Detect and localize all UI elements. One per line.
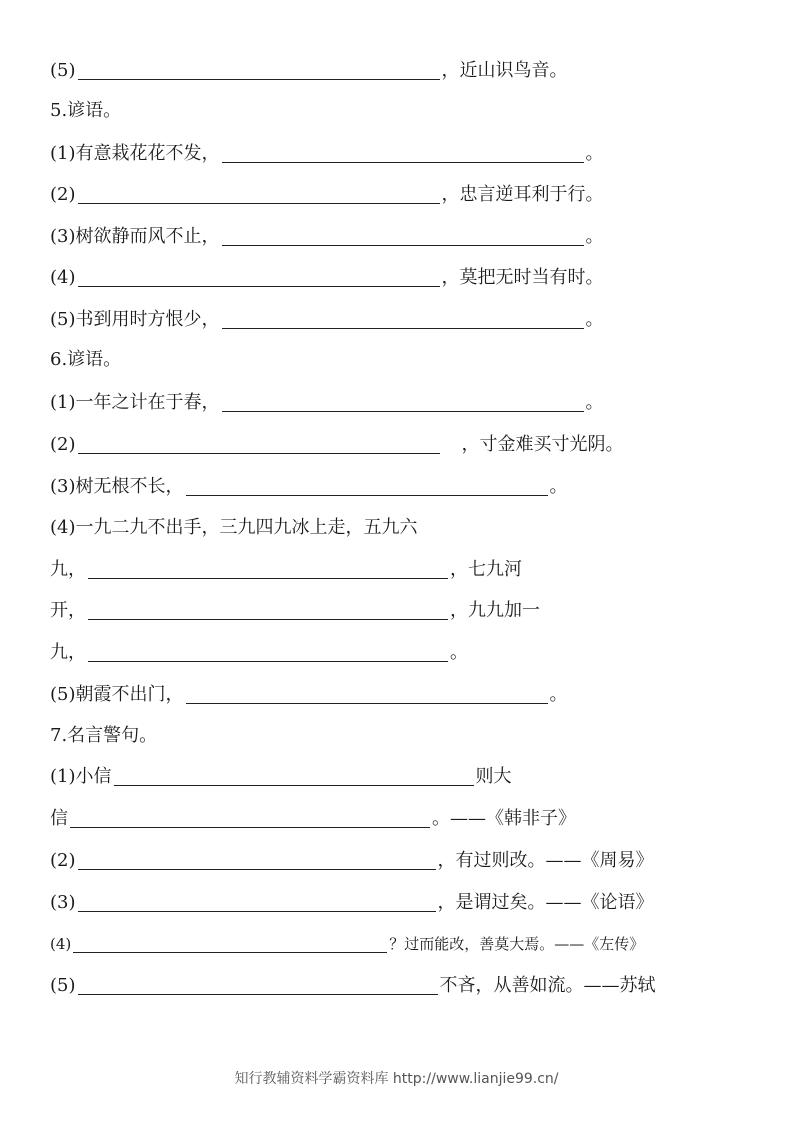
answer-blank[interactable] — [88, 597, 448, 620]
answer-blank[interactable] — [222, 306, 584, 329]
item-prefix: 开， — [50, 600, 86, 621]
item-suffix: 。 — [549, 684, 568, 705]
item-suffix: 不吝，从善如流。——苏轼 — [439, 975, 656, 996]
item-prefix: (3)树欲静而风不止， — [50, 226, 220, 247]
item-suffix: ，九九加一 — [450, 600, 540, 621]
item-suffix: 。 — [585, 309, 604, 330]
item-6-5-proverb — [50, 678, 568, 708]
item-7-1-line2 — [50, 802, 576, 832]
item-prefix: (1)一年之计在于春， — [50, 392, 220, 413]
item-6-4-line4 — [50, 636, 468, 666]
answer-blank[interactable] — [78, 972, 438, 995]
answer-blank[interactable] — [186, 681, 548, 704]
item-prefix: (2) — [50, 850, 76, 871]
item-5-3-proverb — [50, 220, 604, 250]
answer-blank[interactable] — [78, 57, 440, 80]
item-prefix: (5)书到用时方恨少， — [50, 309, 220, 330]
item-5-2-proverb — [50, 178, 604, 208]
item-prefix: (2) — [50, 434, 76, 455]
item-suffix: ？过而能改，善莫大焉。——《左传》 — [389, 935, 645, 953]
item-prefix: 九， — [50, 559, 86, 580]
answer-blank[interactable] — [114, 763, 474, 786]
item-suffix: ，莫把无时当有时。 — [441, 267, 604, 288]
answer-blank[interactable] — [222, 140, 584, 163]
item-6-3-proverb — [50, 470, 568, 500]
item-suffix: ，忠言逆耳利于行。 — [441, 184, 604, 205]
answer-blank[interactable] — [88, 556, 448, 579]
section-6-heading — [50, 343, 121, 373]
item-7-3-quote — [50, 886, 654, 916]
item-5-4-proverb — [50, 261, 604, 291]
item-6-4-line3 — [50, 594, 540, 624]
item-7-1-quote — [50, 760, 512, 790]
item-suffix: 。——《韩非子》 — [432, 808, 576, 829]
item-suffix: 。 — [585, 226, 604, 247]
section-title: 7.名言警句。 — [50, 725, 158, 746]
item-suffix: ，寸金难买寸光阴。 — [461, 434, 624, 455]
item-suffix: ，七九河 — [450, 559, 522, 580]
item-suffix: 。 — [585, 143, 604, 164]
item-prefix: (3) — [50, 892, 76, 913]
answer-blank[interactable] — [222, 389, 584, 412]
item-prefix: (3)树无根不长， — [50, 476, 184, 497]
section-title: 6.谚语。 — [50, 349, 122, 370]
answer-blank[interactable] — [70, 805, 430, 828]
answer-blank[interactable] — [78, 889, 436, 912]
item-suffix: 。 — [549, 476, 568, 497]
item-suffix: ，是谓过矣。——《论语》 — [437, 892, 654, 913]
item-prefix: (4)一九二九不出手，三九四九冰上走，五九六 — [50, 517, 418, 538]
item-5-5 — [50, 54, 568, 84]
item-suffix: ，近山识鸟音。 — [441, 60, 568, 81]
item-suffix: ，有过则改。——《周易》 — [437, 850, 654, 871]
item-7-5-quote — [50, 969, 656, 999]
item-prefix: (1)有意栽花花不发， — [50, 143, 220, 164]
answer-blank[interactable] — [73, 930, 387, 953]
item-prefix: (4) — [50, 935, 72, 953]
section-5-heading — [50, 94, 121, 124]
answer-blank[interactable] — [78, 264, 440, 287]
item-6-4-line2 — [50, 553, 522, 583]
footer-watermark: 知行教辅资料学霸资料库 http://www.lianjie99.cn/ — [234, 1071, 559, 1087]
item-prefix: (2) — [50, 184, 76, 205]
item-suffix: 则大 — [475, 766, 512, 787]
item-7-2-quote — [50, 844, 654, 874]
item-5-5-proverb — [50, 303, 604, 333]
item-6-1-proverb — [50, 386, 604, 416]
item-6-4-proverb — [50, 511, 418, 541]
answer-blank[interactable] — [88, 639, 448, 662]
item-prefix: (5) — [50, 60, 76, 81]
section-title: 5.谚语。 — [50, 100, 122, 121]
item-7-4-quote — [50, 927, 644, 957]
item-suffix: 。 — [450, 642, 468, 663]
item-prefix: (4) — [50, 267, 76, 288]
answer-blank[interactable] — [186, 473, 548, 496]
answer-blank[interactable] — [78, 847, 436, 870]
section-7-heading — [50, 719, 157, 749]
answer-blank[interactable] — [78, 431, 440, 454]
item-prefix: 信 — [50, 808, 68, 829]
item-prefix: (5)朝霞不出门， — [50, 684, 184, 705]
item-suffix: 。 — [585, 392, 604, 413]
item-prefix: 九， — [50, 642, 86, 663]
answer-blank[interactable] — [222, 223, 584, 246]
answer-blank[interactable] — [78, 181, 440, 204]
item-prefix: (5) — [50, 975, 76, 996]
item-6-2-proverb — [50, 428, 624, 458]
item-prefix: (1)小信 — [50, 766, 112, 787]
item-5-1-proverb — [50, 137, 604, 167]
